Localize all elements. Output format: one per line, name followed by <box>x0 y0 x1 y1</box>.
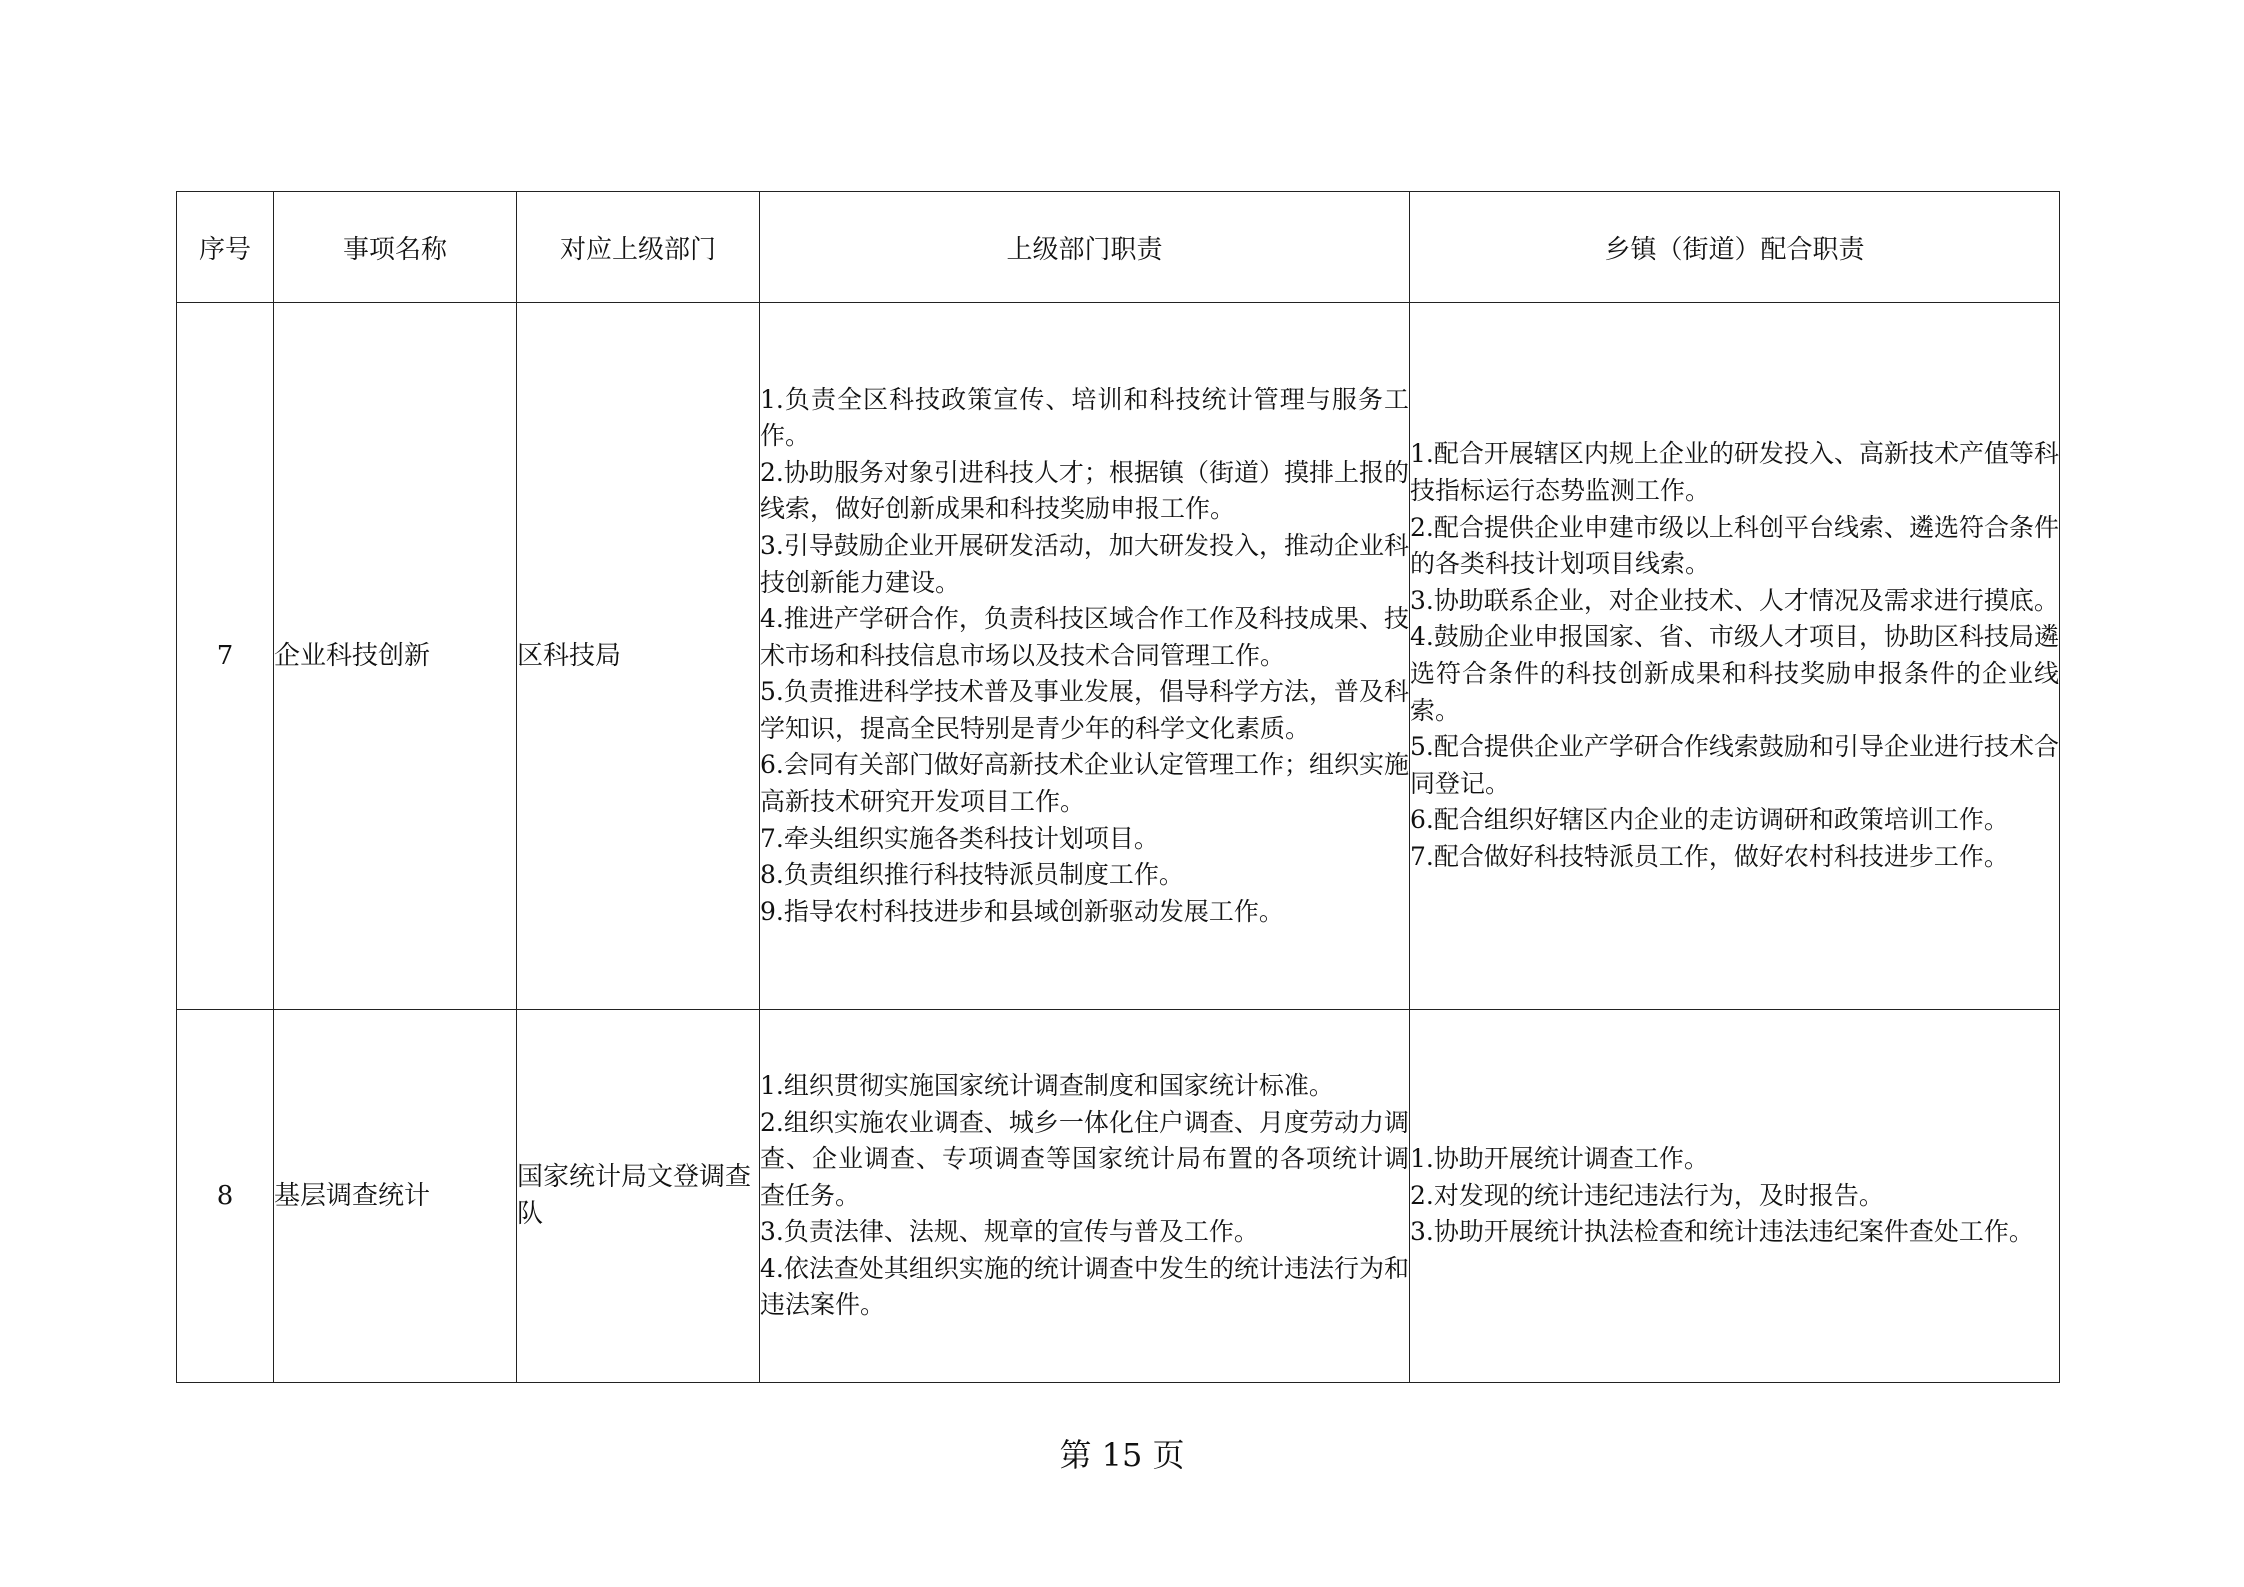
list-item: 2.组织实施农业调查、城乡一体化住户调查、月度劳动力调查、企业调查、专项调查等国家统计局布置的各项统计调查任务。 <box>760 1107 1409 1210</box>
list-item: 3.引导鼓励企业开展研发活动，加大研发投入，推动企业科技创新能力建设。 <box>760 530 1409 597</box>
list-item: 2.对发现的统计违纪违法行为，及时报告。 <box>1410 1180 1884 1210</box>
upper-duties-list <box>760 1068 1409 1324</box>
row-town-duties <box>1410 1010 2060 1383</box>
row-town-duties <box>1410 303 2060 1010</box>
list-item: 1.负责全区科技政策宣传、培训和科技统计管理与服务工作。 <box>760 384 1409 451</box>
row-serial: 8 <box>177 1010 274 1383</box>
row-item-name: 基层调查统计 <box>274 1010 517 1383</box>
list-item: 1.配合开展辖区内规上企业的研发投入、高新技术产值等科技指标运行态势监测工作。 <box>1410 439 2059 506</box>
list-item: 3.协助联系企业，对企业技术、人才情况及需求进行摸底。 <box>1410 585 2059 615</box>
table-row <box>177 1010 2060 1383</box>
duty-table <box>176 191 2060 1383</box>
table-row <box>177 303 2060 1010</box>
list-item: 4.推进产学研合作，负责科技区域合作工作及科技成果、技术市场和科技信息市场以及技术合同管理工作。 <box>760 604 1409 670</box>
table-header-row <box>177 192 2060 303</box>
row-serial: 7 <box>177 303 274 1010</box>
list-item: 4.依法查处其组织实施的统计调查中发生的统计违法行为和违法案件。 <box>760 1253 1409 1320</box>
upper-duties-list <box>760 382 1409 931</box>
town-duties-list <box>1410 1141 2059 1251</box>
list-item: 4.鼓励企业申报国家、省、市级人才项目，协助区科技局遴选符合条件的科技创新成果和科技奖励申报条件的企业线索。 <box>1410 622 2059 725</box>
list-item: 9.指导农村科技进步和县域创新驱动发展工作。 <box>760 896 1284 926</box>
list-item: 5.配合提供企业产学研合作线索鼓励和引导企业进行技术合同登记。 <box>1410 732 2059 798</box>
list-item: 7.配合做好科技特派员工作，做好农村科技进步工作。 <box>1410 841 2009 871</box>
list-item: 2.协助服务对象引进科技人才；根据镇（街道）摸排上报的线索，做好创新成果和科技奖励申报工作。 <box>760 457 1409 524</box>
list-item: 7.牵头组织实施各类科技计划项目。 <box>760 823 1159 853</box>
list-item: 3.负责法律、法规、规章的宣传与普及工作。 <box>760 1217 1259 1247</box>
list-item: 1.组织贯彻实施国家统计调查制度和国家统计标准。 <box>760 1070 1334 1100</box>
list-item: 6.会同有关部门做好高新技术企业认定管理工作；组织实施高新技术研究开发项目工作。 <box>760 750 1409 817</box>
header-town-duties: 乡镇（街道）配合职责 <box>1410 192 2060 303</box>
header-item-name: 事项名称 <box>274 192 517 303</box>
list-item: 1.协助开展统计调查工作。 <box>1410 1144 1709 1174</box>
page-number: 第 15 页 <box>1059 1436 1185 1474</box>
row-department: 国家统计局文登调查队 <box>517 1010 760 1383</box>
header-upper-duties: 上级部门职责 <box>760 192 1410 303</box>
header-serial: 序号 <box>177 192 274 303</box>
row-upper-duties <box>760 303 1410 1010</box>
list-item: 3.协助开展统计执法检查和统计违法违纪案件查处工作。 <box>1410 1217 2034 1247</box>
header-department: 对应上级部门 <box>517 192 760 303</box>
town-duties-list <box>1410 436 2059 875</box>
list-item: 2.配合提供企业申建市级以上科创平台线索、遴选符合条件的各类科技计划项目线索。 <box>1410 512 2059 579</box>
list-item: 8.负责组织推行科技特派员制度工作。 <box>760 860 1184 890</box>
list-item: 6.配合组织好辖区内企业的走访调研和政策培训工作。 <box>1410 805 2009 835</box>
row-department: 区科技局 <box>517 303 760 1010</box>
list-item: 5.负责推进科学技术普及事业发展，倡导科学方法，普及科学知识，提高全民特别是青少年的科学文化素质。 <box>760 677 1409 743</box>
row-upper-duties <box>760 1010 1410 1383</box>
row-item-name: 企业科技创新 <box>274 303 517 1010</box>
